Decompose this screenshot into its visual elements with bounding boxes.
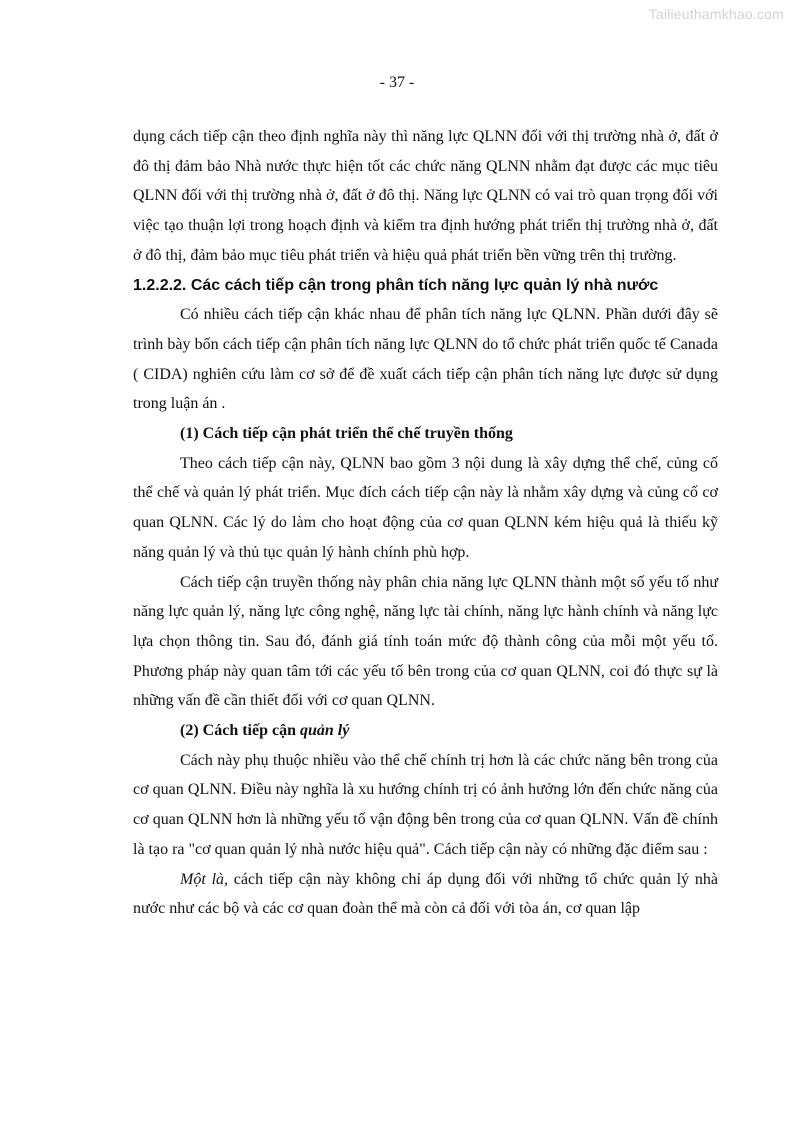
paragraph-2: Có nhiều cách tiếp cận khác nhau để phân tích năng lực QLNN. Phần dưới đây sẽ trình bày bốn cách tiếp cận phân tích năng lực QLNN do tổ chức phát triển quốc tế Canada ( CIDA) nghiên cứu làm cơ sở để đề xuất cách tiếp cận phân tích năng lực được sử dụng trong luận án . <box>133 306 718 413</box>
section-heading: 1.2.2.2. Các cách tiếp cận trong phân tích năng lực quản lý nhà nước <box>133 276 659 294</box>
page-number: - 37 - <box>379 74 415 91</box>
paragraph-1: dụng cách tiếp cận theo định nghĩa này thì năng lực QLNN đối với thị trường nhà ở, đất ở đô thị đảm bảo Nhà nước thực hiện tốt các chức năng QLNN nhằm đạt được các mục tiêu QLNN đối với thị trường nhà ở, đất ở đô thị. Năng lực QLNN có vai trò quan trọng đối với việc tạo thuận lợi trong hoạch định và kiểm tra định hướng phát triển thị trường nhà ở, đất ở đô thị, đảm bảo mục tiêu phát triển và hiệu quả phát triển bền vững trên thị trường. <box>133 128 718 264</box>
paragraph-5: Cách này phụ thuộc nhiều vào thể chế chính trị hơn là các chức năng bên trong của cơ quan QLNN. Điều này nghĩa là xu hướng chính trị có ảnh hưởng lớn đến chức năng của cơ quan QLNN hơn là những yếu tố vận động bên trong của cơ quan QLNN. Vấn đề chính là tạo ra "cơ quan quản lý nhà nước hiệu quả". Cách tiếp cận này có những đặc điểm sau : <box>133 751 718 858</box>
subheading-2-prefix: (2) Cách tiếp cận <box>180 722 300 740</box>
paragraph-6-lead: Một là, <box>180 870 229 888</box>
subheading-2 <box>133 716 718 746</box>
watermark: Tailieuthamkhao.com <box>648 6 784 22</box>
paragraph-4: Cách tiếp cận truyền thống này phân chia năng lực QLNN thành một số yếu tố như năng lực quản lý, năng lực công nghệ, năng lực tài chính, năng lực hành chính và năng lực lựa chọn thông tin. Sau đó, đánh giá tính toán mức độ thành công của mỗi một yếu tố. Phương pháp này quan tâm tới các yếu tố bên trong của cơ quan QLNN, coi đó thực sự là những vấn đề cần thiết đối với cơ quan QLNN. <box>133 573 718 710</box>
subheading-2-italic: quản lý <box>299 722 350 740</box>
subheading-1: (1) Cách tiếp cận phát triển thể chế truyền thống <box>180 425 513 443</box>
paragraph-6 <box>133 865 718 924</box>
paragraph-3: Theo cách tiếp cận này, QLNN bao gồm 3 nội dung là xây dựng thể chế, củng cố thể chế và quản lý phát triển. Mục đích cách tiếp cận này là nhằm xây dựng và củng cố cơ quan QLNN. Các lý do làm cho hoạt động của cơ quan QLNN kém hiệu quả là thiếu kỹ năng quản lý và thủ tục quản lý hành chính phù hợp. <box>133 454 718 561</box>
paragraph-6-text: cách tiếp cận này không chỉ áp dụng đối với những tổ chức quản lý nhà nước như các bộ và các cơ quan đoàn thể mà còn cả đối với tòa án, cơ quan lập <box>133 870 718 918</box>
document-body <box>133 122 718 924</box>
